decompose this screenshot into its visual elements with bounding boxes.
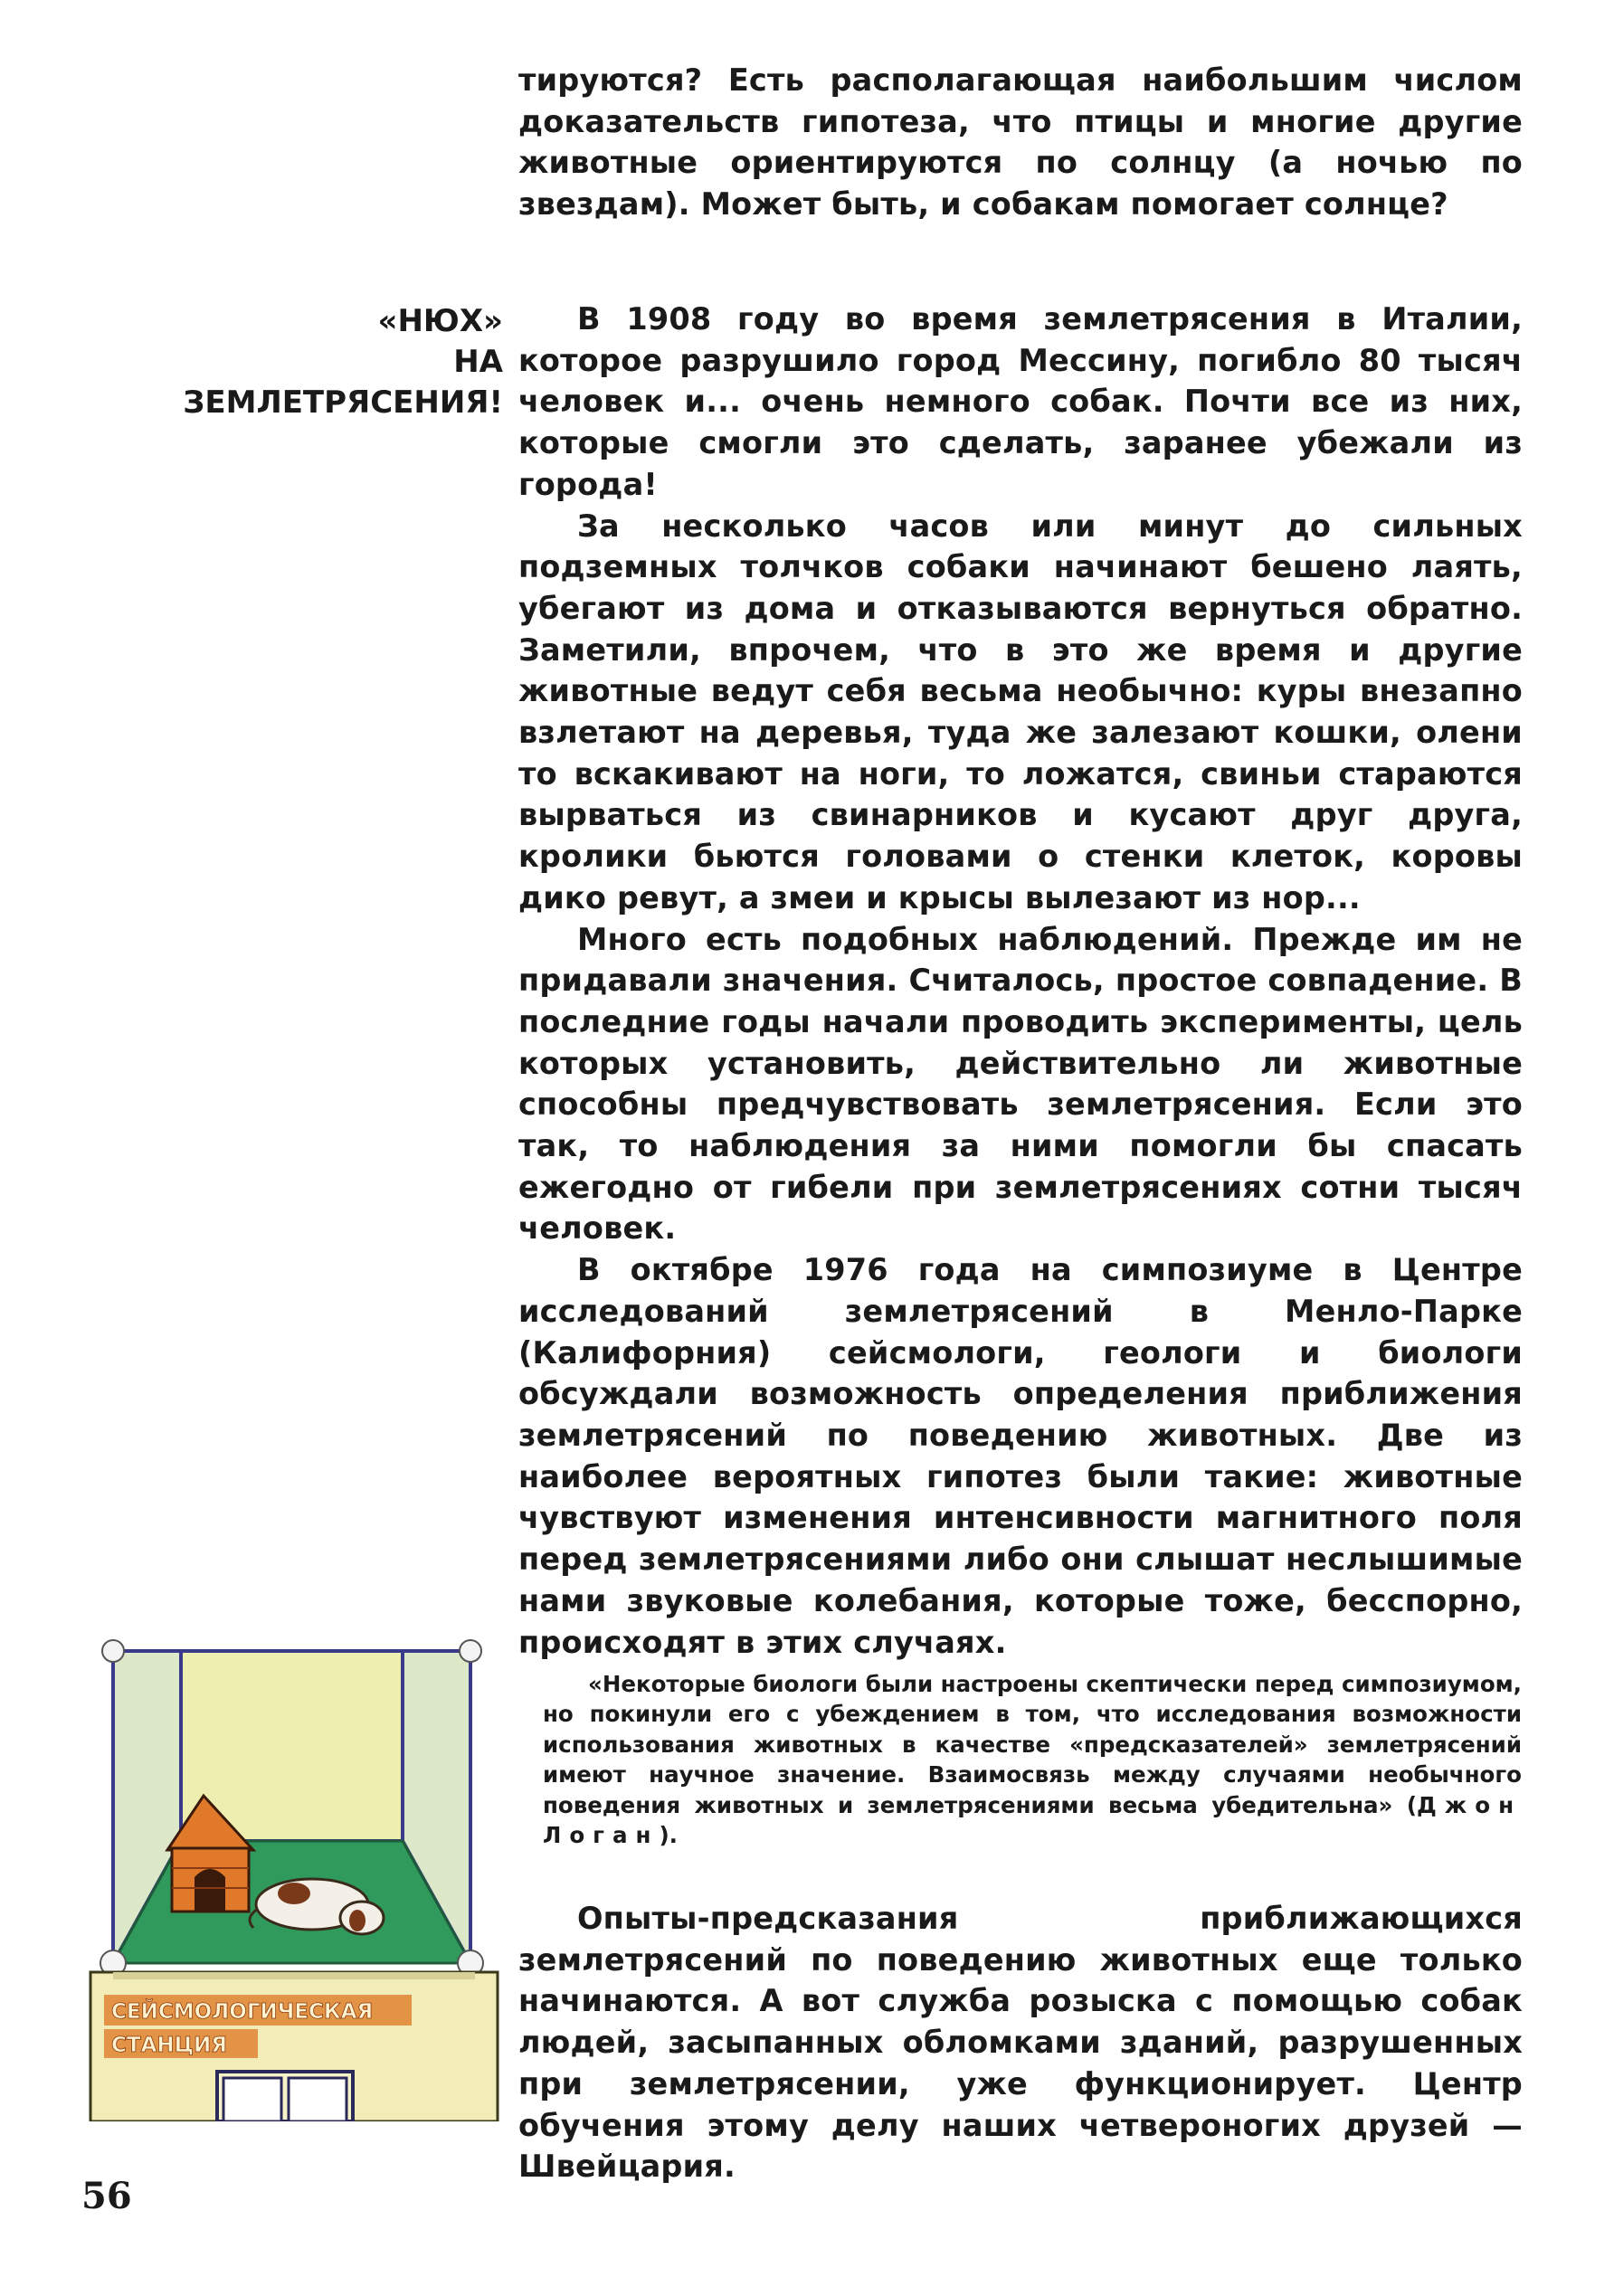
seismic-station-illustration (86, 1606, 511, 2121)
page-number: 56 (81, 2175, 132, 2217)
section-heading-line-2: НА (453, 344, 503, 380)
sign-text-line-2: СТАНЦИЯ (111, 2034, 227, 2057)
section-heading-line-1: «НЮХ» (377, 303, 503, 339)
quote-author: Джон Логан (543, 1791, 1522, 1849)
paragraph-messina: В 1908 году во время землетрясения в Италии, которое разрушило город Мессину, погибло 80 тысяч человек и... очень немного собак. Почти все из них, которые смогли это сделать, заранее убежали из города! (518, 301, 1523, 502)
corner-ball (102, 1640, 124, 1662)
paragraph-animal-behavior: За несколько часов или минут до сильных подземных толчков собаки начинают бешено лаять, убегают из дома и отказываются вернуться обратно. Заметили, впрочем, что в это же время и другие животные ведут себя весьма необычно: куры внезапно взлетают на деревья, туда же залезают кошки, олени то вскакивают на ноги, то ложатся, свиньи стараются вырваться из свинарников и кусают друг друга, кролики бьются головами о стенки клеток, коровы дико ревут, а змеи и крысы вылезают из нор... (518, 508, 1523, 916)
sign-text-line-1: СЕЙСМОЛОГИЧЕСКАЯ (111, 2000, 374, 2024)
paragraph-symposium: В октябре 1976 года на симпозиуме в Центре исследований землетрясений в Менло-Парке (Калифорния) сейсмологи, геологи и биологи обсуждали возможность определения приближения землетрясений по поведению животных. Две из наиболее вероятных гипотез были такие: животные чувствуют изменения интенсивности магнитного поля перед землетрясениями либо они слышат неслышимые нами звуковые колебания, которые тоже, бесспорно, происходят в этих случаях. (518, 1252, 1523, 1660)
article-body (518, 299, 1523, 1663)
corner-ball (460, 1640, 481, 1662)
section-heading (123, 301, 503, 423)
quote-text: «Некоторые биологи были настроены скептически перед симпозиумом, но покинули его с убеждением в том, что исследования возможности использования животных в качестве «предсказателей» землетрясений имеют научное значение. Взаимосвязь между случаями необычного поведения животных и землетрясениями весьма убедительна» (543, 1671, 1522, 1818)
continued-paragraph: тируются? Есть располагающая наибольшим числом доказательств гипотеза, что птицы и многие другие животные ориентируются по солнцу (а ночью по звездам). Может быть, и собакам помогает солнце? (518, 62, 1523, 223)
section-heading-line-3: ЗЕМЛЕТРЯСЕНИЯ! (183, 384, 503, 421)
final-text-block (518, 1898, 1523, 2187)
block-quote (543, 1669, 1522, 1850)
paragraph-observations: Много есть подобных наблюдений. Прежде им не придавали значения. Считалось, простое совпадение. В последние годы начали проводить эксперименты, цель которых установить, действительно ли животные способны предчувствовать землетрясения. Если это так, то наблюдения за ними помогли бы спасать ежегодно от гибели при землетрясениях сотни тысяч человек. (518, 921, 1523, 1247)
wall-cornice (113, 1972, 475, 1979)
station-door (217, 2072, 353, 2121)
paragraph-switzerland: Опыты-предсказания приближающихся землетрясений по поведению животных еще только начинаются. А вот служба розыска с помощью собак людей, засыпанных обломками зданий, разрушенных при землетрясении, уже функционирует. Центр обучения этому делу наших четвероногих друзей — Швейцария. (518, 1901, 1523, 2185)
continued-text-block (518, 60, 1523, 225)
quote-author-close: ). (659, 1822, 678, 1849)
quote-author-open: ( (1392, 1791, 1418, 1818)
